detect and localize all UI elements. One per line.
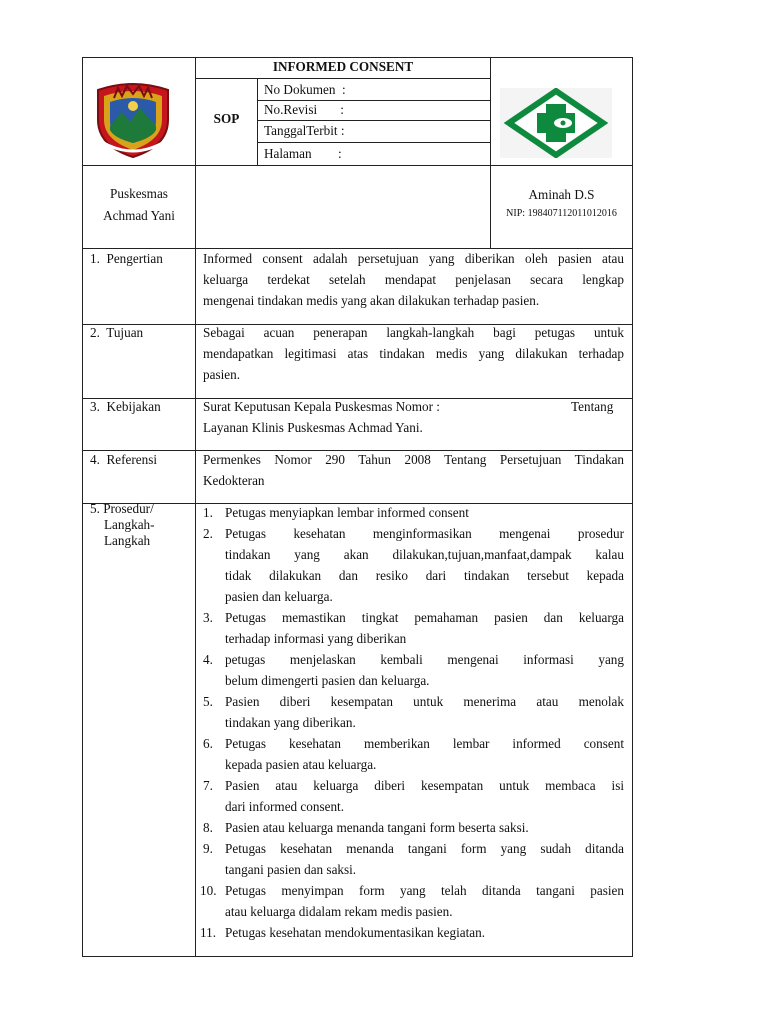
procedure-step-text: atau keluarga didalam rekam medis pasien. (225, 904, 453, 919)
pengertian-line: keluarga terdekat setelah mendapat penjelasan secara lengkap (203, 272, 624, 287)
procedure-step-text: Petugas memastikan tingkat pemahaman pasien dan keluarga (225, 610, 624, 625)
table-border-right (632, 57, 633, 957)
signer-nip: NIP: 198407112011012016 (506, 208, 617, 219)
procedure-step-text: pasien dan keluarga. (225, 589, 333, 604)
regency-emblem-icon (92, 80, 174, 158)
procedure-step-text: tindakan yang diberikan. (225, 715, 356, 730)
label-prosedur: Langkah- (104, 517, 155, 532)
tujuan-line: pasien. (203, 367, 240, 382)
procedure-step-text: Petugas kesehatan menginformasikan mengenai prosedur (225, 526, 624, 541)
procedure-step-text: terhadap informasi yang diberikan (225, 631, 407, 646)
procedure-step-text: belum dimengerti pasien dan keluarga. (225, 673, 430, 688)
procedure-step-text: petugas menjelaskan kembali mengenai informasi yang (225, 652, 624, 667)
table-border-bottom (82, 956, 633, 957)
document-title: INFORMED CONSENT (272, 59, 414, 74)
pengertian-line: Informed consent adalah persetujuan yang diberikan oleh pasien atau (203, 251, 624, 266)
referensi-line: Kedokteran (203, 473, 265, 488)
signer-name: Aminah D.S (528, 187, 595, 202)
procedure-step-text: Petugas menyimpan form yang telah ditanda tangani pasien (225, 883, 624, 898)
procedure-step-number: 11. (200, 925, 216, 940)
column-rule-sop (257, 78, 258, 166)
procedure-step-text: Pasien atau keluarga diberi kesempatan untuk membaca isi (225, 778, 624, 793)
tujuan-line: Sebagai acuan penerapan langkah-langkah bagi petugas untuk (203, 325, 624, 340)
kebijakan-line1-right: Tentang (571, 399, 614, 414)
label-prosedur: 5. Prosedur/ (90, 501, 154, 516)
procedure-step-number: 9. (203, 841, 213, 856)
tujuan-line: mendapatkan legitimasi atas tindakan medis yang dilakukan terhadap (203, 346, 624, 361)
procedure-step-number: 6. (203, 736, 213, 751)
label-tujuan: 2. Tujuan (90, 325, 144, 340)
header-bottom-rule (82, 165, 633, 166)
pengertian-line: mengenai tindakan medis yang akan dilakukan terhadap pasien. (203, 293, 540, 308)
field-no-dokumen: No Dokumen : (264, 82, 346, 97)
procedure-step-text: Petugas kesehatan menanda tangani form yang sudah ditanda (225, 841, 624, 856)
procedure-step-text: Petugas menyiapkan lembar informed consent (225, 505, 469, 520)
procedure-step-number: 1. (203, 505, 213, 520)
procedure-step-number: 8. (203, 820, 213, 835)
org-name-line1: Puskesmas (110, 186, 168, 201)
procedure-step-number: 10. (200, 883, 217, 898)
procedure-step-number: 2. (203, 526, 213, 541)
label-pengertian: 1. Pengertian (90, 251, 163, 266)
procedure-step-text: Petugas kesehatan mendokumentasikan kegiatan. (225, 925, 486, 940)
kebijakan-line1-left: Surat Keputusan Kepala Puskesmas Nomor : (203, 399, 440, 414)
label-prosedur: Langkah (104, 533, 151, 548)
procedure-step-text: Petugas kesehatan memberikan lembar informed consent (225, 736, 624, 751)
procedure-step-number: 3. (203, 610, 213, 625)
column-rule-label (195, 57, 196, 957)
field-halaman: Halaman : (264, 146, 342, 161)
referensi-line: Permenkes Nomor 290 Tahun 2008 Tentang Persetujuan Tindakan (203, 452, 624, 467)
sop-label: SOP (213, 111, 240, 126)
procedure-step-text: Pasien diberi kesempatan untuk menerima atau menolak (225, 694, 624, 709)
kebijakan-line2: Layanan Klinis Puskesmas Achmad Yani. (203, 420, 423, 435)
procedure-step-text: tindakan yang akan dilakukan,tujuan,manfaat,dampak kalau (225, 547, 624, 562)
label-referensi: 4. Referensi (90, 452, 158, 467)
puskesmas-logo-icon (500, 88, 612, 158)
procedure-step-number: 7. (203, 778, 213, 793)
procedure-step-text: tidak dilakukan dan resiko dari tindakan tersebut kepada (225, 568, 624, 583)
label-kebijakan: 3. Kebijakan (90, 399, 161, 414)
procedure-step-text: Pasien atau keluarga menanda tangani form beserta saksi. (225, 820, 529, 835)
procedure-step-number: 5. (203, 694, 213, 709)
field-no-revisi: No.Revisi : (264, 102, 344, 117)
org-name-line2: Achmad Yani (103, 208, 175, 223)
field-tanggal-terbit: TanggalTerbit : (264, 123, 345, 138)
procedure-step-text: dari informed consent. (225, 799, 345, 814)
procedure-step-number: 4. (203, 652, 213, 667)
procedure-step-text: kepada pasien atau keluarga. (225, 757, 377, 772)
procedure-step-text: tangani pasien dan saksi. (225, 862, 357, 877)
